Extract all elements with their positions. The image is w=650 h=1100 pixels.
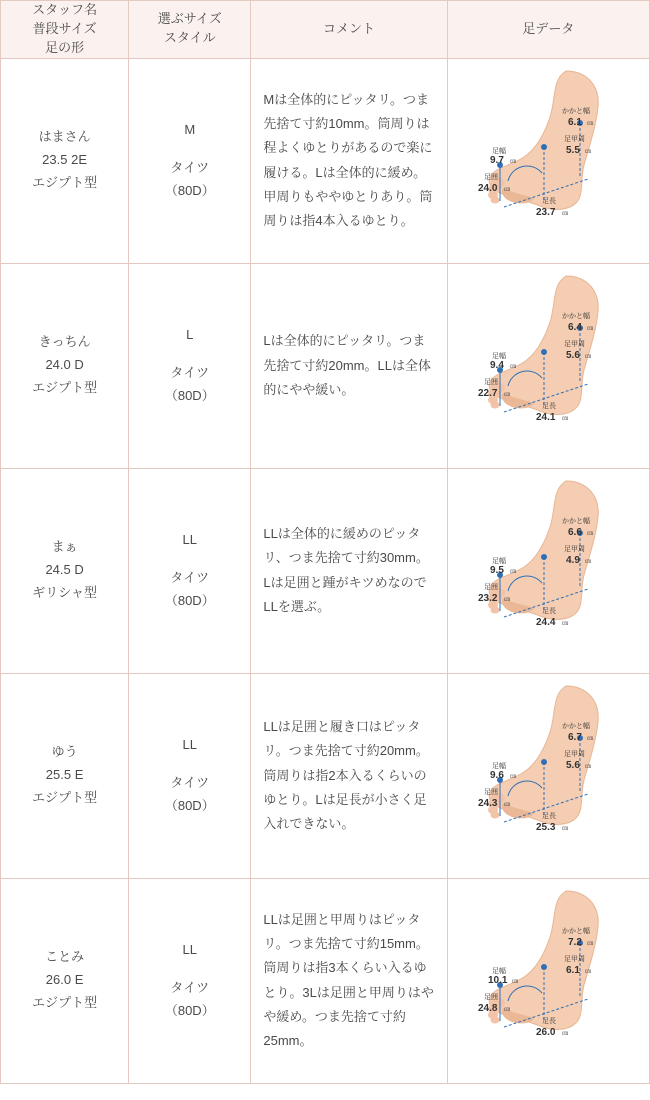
foot-illustration [448, 676, 648, 876]
column-header-footdata [447, 1, 649, 59]
column-header-staff-line-3: 足の形 [45, 39, 85, 55]
value-width: 10.1 [488, 974, 508, 986]
table-header-row [1, 1, 650, 59]
unit-width: ㎝ [510, 158, 517, 165]
value-girth: 24.3 [478, 797, 498, 809]
size-denier: （80D） [164, 1003, 215, 1019]
size-main: M [184, 122, 196, 138]
value-instep: 5.6 [566, 759, 581, 771]
unit-length: ㎝ [562, 1030, 569, 1037]
comment-cell: LLは全体的に緩めのピッタリ、つま先捨て寸約30mm。Lは足囲と踵がキツめなのでLLを選ぶ。 [251, 468, 447, 673]
unit-girth: ㎝ [504, 186, 511, 193]
unit-instep: ㎝ [585, 968, 592, 975]
value-girth: 23.2 [478, 592, 498, 604]
column-header-comment [251, 1, 447, 59]
column-header-staff-line-2: 普段サイズ [32, 20, 97, 36]
value-instep: 6.1 [566, 964, 581, 976]
value-length: 23.7 [536, 206, 556, 218]
label-girth: 足囲 [484, 993, 499, 1001]
label-length: 足長 [542, 197, 557, 205]
size-cell [129, 58, 251, 263]
foot-data-cell [447, 673, 649, 878]
unit-heel: ㎝ [587, 940, 594, 947]
label-length: 足長 [542, 607, 557, 615]
column-header-comment-line-1: コメント [323, 20, 376, 36]
label-instep: 足甲周 [564, 545, 586, 553]
size-style: タイツ [170, 159, 210, 175]
column-header-footdata-line-1: 足データ [522, 20, 575, 36]
value-girth: 24.0 [478, 182, 498, 194]
label-width: 足幅 [492, 557, 507, 565]
unit-heel: ㎝ [587, 530, 594, 537]
value-heel: 6.6 [568, 526, 583, 538]
size-denier: （80D） [164, 798, 215, 814]
unit-girth: ㎝ [504, 596, 511, 603]
staff-cell [1, 878, 129, 1083]
staff-foot-type: エジプト型 [32, 174, 98, 190]
label-heel: かかと幅 [562, 722, 591, 730]
label-width: 足幅 [492, 352, 507, 360]
value-girth: 24.8 [478, 1002, 498, 1014]
staff-name: ゆう [51, 744, 78, 760]
unit-girth: ㎝ [504, 1006, 511, 1013]
label-girth: 足囲 [484, 378, 499, 386]
unit-width: ㎝ [512, 978, 519, 985]
staff-name: きっちん [38, 334, 91, 350]
label-girth: 足囲 [484, 788, 499, 796]
table-header [1, 1, 650, 59]
staff-usual-size: 24.5 D [45, 562, 84, 578]
foot-diagram [448, 266, 648, 466]
value-width: 9.4 [490, 359, 505, 371]
comment-cell: Mは全体的にピッタリ。つま先捨て寸約10mm。筒周りは程よくゆとりがあるので楽に履ける。Lは全体的に緩め。甲周りもややゆとりあり。筒周りは指4本入るゆとり。 [251, 58, 447, 263]
value-heel: 6.1 [568, 116, 583, 128]
value-instep: 4.9 [566, 554, 581, 566]
unit-girth: ㎝ [504, 801, 511, 808]
label-instep: 足甲周 [564, 135, 586, 143]
label-length: 足長 [542, 812, 557, 820]
foot-data-cell [447, 263, 649, 468]
staff-usual-size: 25.5 E [45, 767, 84, 783]
value-instep: 5.5 [566, 144, 581, 156]
value-girth: 22.7 [478, 387, 498, 399]
foot-illustration [448, 471, 648, 671]
label-instep: 足甲周 [564, 340, 586, 348]
unit-length: ㎝ [562, 825, 569, 832]
unit-heel: ㎝ [587, 735, 594, 742]
column-header-size-line-2: スタイル [163, 30, 216, 46]
value-length: 24.1 [536, 411, 556, 423]
staff-cell [1, 58, 129, 263]
size-denier: （80D） [164, 183, 215, 199]
unit-girth: ㎝ [504, 391, 511, 398]
column-header-staff-line-1: スタッフ名 [32, 2, 98, 17]
size-denier: （80D） [164, 593, 215, 609]
value-length: 25.3 [536, 821, 556, 833]
unit-instep: ㎝ [585, 148, 592, 155]
table-row [1, 468, 650, 673]
comment-cell: LLは足囲と履き口はピッタリ。つま先捨て寸約20mm。筒周りは指2本入るくらいのゆとり。Lは足長が小さく足入れできない。 [251, 673, 447, 878]
label-heel: かかと幅 [562, 312, 591, 320]
size-cell [129, 263, 251, 468]
size-cell [129, 673, 251, 878]
label-instep: 足甲周 [564, 955, 586, 963]
foot-data-cell [447, 878, 649, 1083]
foot-diagram [448, 676, 648, 876]
comment-cell: LLは足囲と甲周りはピッタリ。つま先捨て寸約15mm。筒周りは指3本くらい入るゆとり。3Lは足囲と甲周りはやや緩め。つま先捨て寸約25mm。 [251, 878, 447, 1083]
size-cell [129, 878, 251, 1083]
staff-usual-size: 26.0 E [45, 972, 84, 988]
staff-name: はまさん [38, 129, 91, 145]
staff-foot-type: エジプト型 [32, 379, 98, 395]
staff-foot-type: エジプト型 [32, 789, 98, 805]
foot-illustration [448, 881, 648, 1081]
label-length: 足長 [542, 402, 557, 410]
value-heel: 6.7 [568, 731, 583, 743]
value-heel: 7.2 [568, 936, 583, 948]
staff-cell [1, 468, 129, 673]
value-width: 9.5 [490, 564, 505, 576]
unit-width: ㎝ [510, 363, 517, 370]
table-row [1, 878, 650, 1083]
label-instep: 足甲周 [564, 750, 586, 758]
size-style: タイツ [170, 774, 210, 790]
value-instep: 5.6 [566, 349, 581, 361]
label-girth: 足囲 [484, 173, 499, 181]
comment-cell: Lは全体的にピッタリ。つま先捨て寸約20mm。LLは全体的にやや緩い。 [251, 263, 447, 468]
foot-illustration [448, 266, 648, 466]
table-row [1, 58, 650, 263]
staff-usual-size: 23.5 2E [42, 152, 87, 168]
label-girth: 足囲 [484, 583, 499, 591]
column-header-size [129, 1, 251, 59]
size-style: タイツ [170, 569, 210, 585]
staff-cell [1, 673, 129, 878]
label-heel: かかと幅 [562, 517, 591, 525]
table-row [1, 263, 650, 468]
staff-cell [1, 263, 129, 468]
foot-diagram [448, 471, 648, 671]
staff-foot-type: ギリシャ型 [32, 584, 97, 600]
size-cell [129, 468, 251, 673]
unit-heel: ㎝ [587, 325, 594, 332]
size-denier: （80D） [164, 388, 215, 404]
unit-instep: ㎝ [585, 763, 592, 770]
foot-data-cell [447, 468, 649, 673]
unit-width: ㎝ [510, 773, 517, 780]
size-main: LL [182, 942, 198, 958]
unit-length: ㎝ [562, 415, 569, 422]
table-body [1, 58, 650, 1083]
column-header-staff [1, 1, 129, 59]
label-width: 足幅 [492, 762, 507, 770]
unit-length: ㎝ [562, 210, 569, 217]
column-header-size-line-1: 選ぶサイズ [157, 11, 222, 27]
label-length: 足長 [542, 1017, 557, 1025]
unit-instep: ㎝ [585, 353, 592, 360]
label-width: 足幅 [492, 967, 507, 975]
table-row [1, 673, 650, 878]
size-style: タイツ [170, 364, 210, 380]
staff-foot-type: エジプト型 [32, 994, 98, 1010]
unit-width: ㎝ [510, 568, 517, 575]
staff-name: まぁ [51, 539, 78, 555]
value-width: 9.6 [490, 769, 505, 781]
size-style: タイツ [170, 979, 210, 995]
unit-length: ㎝ [562, 620, 569, 627]
unit-heel: ㎝ [587, 120, 594, 127]
label-heel: かかと幅 [562, 927, 591, 935]
label-heel: かかと幅 [562, 107, 591, 115]
staff-usual-size: 24.0 D [45, 357, 84, 373]
unit-instep: ㎝ [585, 558, 592, 565]
size-main: L [186, 327, 194, 343]
value-length: 24.4 [536, 616, 556, 628]
foot-data-cell [447, 58, 649, 263]
value-width: 9.7 [490, 154, 505, 166]
foot-illustration [448, 61, 648, 261]
size-main: LL [182, 532, 198, 548]
label-width: 足幅 [492, 147, 507, 155]
value-heel: 6.4 [568, 321, 583, 333]
foot-diagram [448, 881, 648, 1081]
size-main: LL [182, 737, 198, 753]
staff-name: ことみ [45, 949, 85, 965]
value-length: 26.0 [536, 1026, 556, 1038]
foot-diagram [448, 61, 648, 261]
